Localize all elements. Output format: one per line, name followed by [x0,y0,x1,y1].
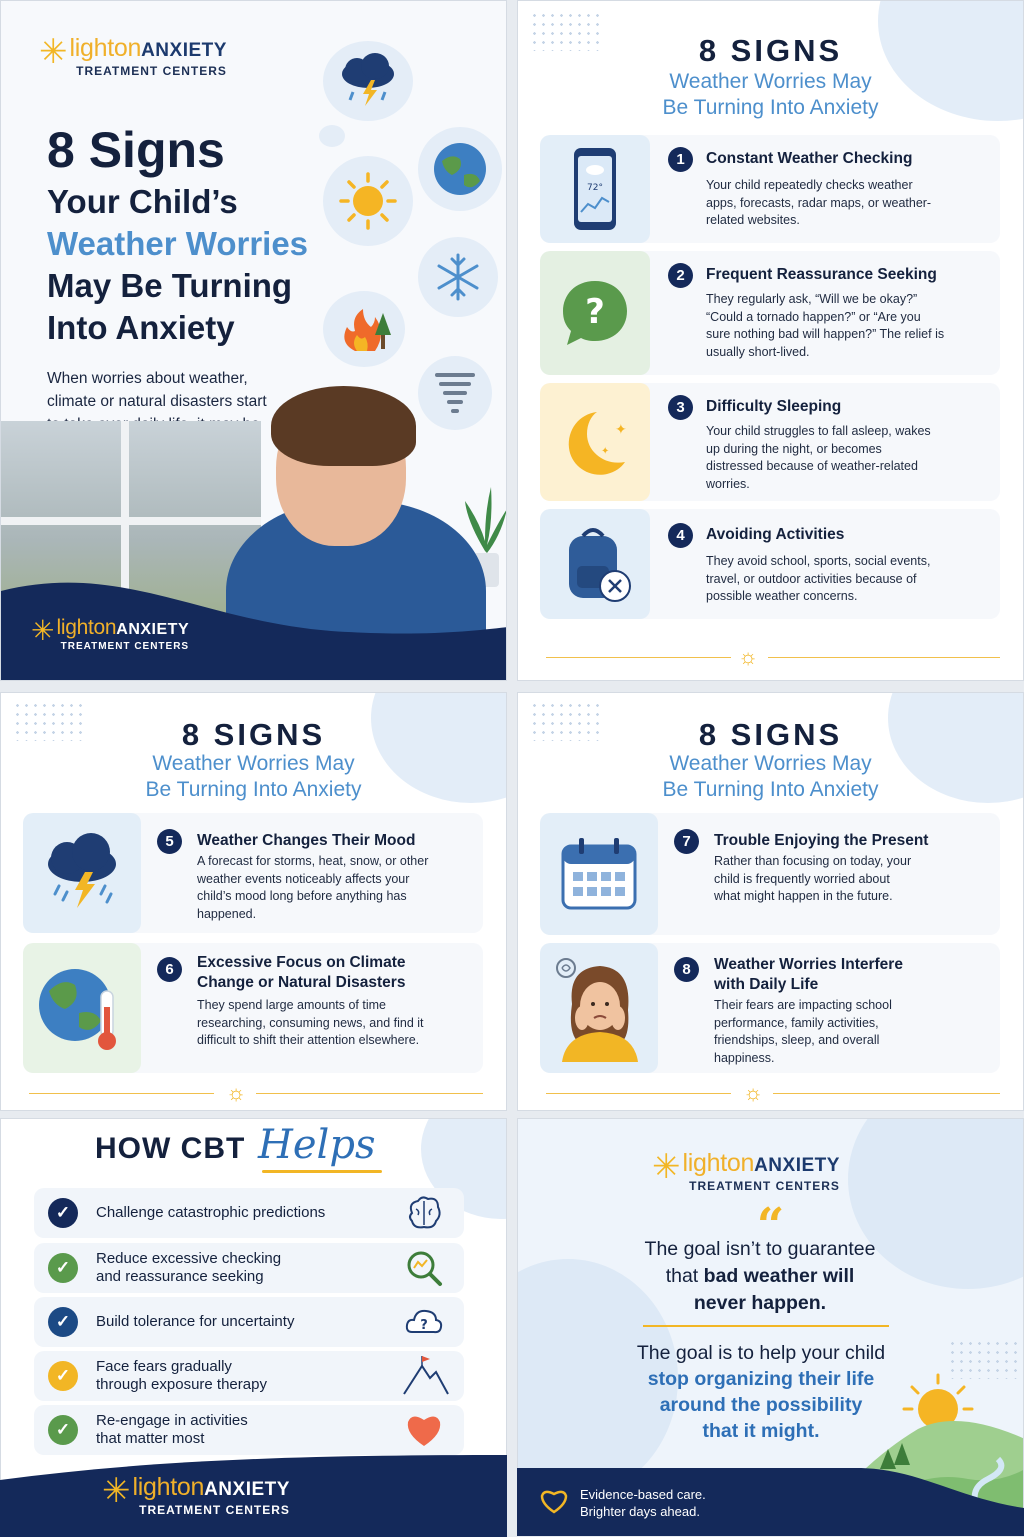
check-icon: ✓ [48,1361,78,1391]
signs-panel-1 [517,0,1024,681]
signs-subheading-line2: Be Turning Into Anxiety [145,778,362,801]
cbt-item-5 [34,1405,464,1455]
cbt-title-script: Helps [258,1122,376,1168]
signs-subheading-line2: Be Turning Into Anxiety [662,778,879,801]
sign-number: 4 [668,523,693,548]
sun-burst-icon: ✳ [39,33,68,71]
sign-title: Difficulty Sleeping [706,398,842,415]
cover-intro: When worries about weather, climate or natural disasters start [47,370,267,410]
cover-title-line2: Your Child’s [47,183,238,220]
cbt-title: HOW CBT [95,1132,246,1165]
sun-burst-icon: ✳ [652,1148,681,1186]
cover-title-line3: Weather Worries [47,225,309,262]
sign-desc: A forecast for storms, heat, snow, or other weather events noticeably affects your child’s mood long before anything has happened. [197,854,429,921]
sun-divider-icon: ☼ [738,644,759,669]
worried-girl-icon [552,954,646,1062]
sign-title-line1: Weather Worries Interfere [714,956,903,973]
heart-icon [404,1410,444,1450]
sign-desc: They regularly ask, “Will we be okay?” “Could a tornado happen?” or “Are you sure nothing bad will happen?” The relief is usually short-lived. [706,292,945,359]
tagline: Evidence-based care. Brighter days ahead. [580,1487,706,1519]
storm-cloud-icon [333,50,403,112]
brand-logo-footer: ✳ lightonANXIETY TREATMENT CENTERS [102,1472,290,1517]
cbt-item-label-line2: and reassurance seeking [96,1268,264,1285]
sign-desc: Their fears are impacting school performance, family activities, friendships, sleep, and overall happiness. [714,998,892,1065]
storm-bubble [323,41,413,121]
sign-desc: Your child struggles to fall asleep, wakes up during the night, or becomes distressed because of weather-related worries. [706,424,931,491]
cbt-item-label-line2: through exposure therapy [96,1376,267,1393]
tornado-bubble [418,356,492,430]
sign-number: 2 [668,263,693,288]
heart-outline-icon [540,1488,568,1514]
sign-number: 7 [674,829,699,854]
svg-text:✦: ✦ [615,422,627,438]
sign-title-line2: with Daily Life [714,976,819,993]
sign-title-line1: Excessive Focus on Climate [197,954,406,971]
sign-number: 8 [674,957,699,982]
sign-card-4 [540,509,1000,619]
cbt-item-2 [34,1243,464,1293]
sign-number: 3 [668,395,693,420]
fire-bubble [323,291,405,367]
earth-thermometer-icon [35,961,129,1055]
sign-card-1 [540,135,1000,243]
cover-title-line5: Into Anxiety [47,309,235,346]
boy-hair [271,386,416,466]
sun-divider-icon: ☼ [743,1080,764,1105]
snow-bubble [418,237,498,317]
cbt-item-label-line2: that matter most [96,1430,205,1447]
earth-icon [432,141,488,197]
brain-icon [404,1193,444,1233]
svg-text:?: ? [585,292,605,332]
quote-part1: The goal isn’t to guarantee that bad weather will never happen. [644,1238,876,1314]
cbt-item-3 [34,1297,464,1347]
check-icon: ✓ [48,1253,78,1283]
svg-text:?: ? [420,1318,428,1333]
sign-card-8 [540,943,1000,1073]
cover-title-line1: 8 Signs [47,122,225,178]
sign-number: 6 [157,957,182,982]
snowflake-icon [432,251,484,303]
cbt-item-label-line1: Reduce excessive checking [96,1250,282,1267]
cover-panel [0,0,507,681]
svg-text:72°: 72° [587,183,603,193]
sign-title-line2: Change or Natural Disasters [197,974,406,991]
quote-mark-icon: “ [756,1198,785,1254]
check-icon: ✓ [48,1307,78,1337]
sun-divider-icon: ☼ [226,1080,247,1105]
signs-subheading-line1: Weather Worries May [669,752,872,775]
cbt-item-label-line1: Face fears gradually [96,1358,232,1375]
backpack-icon [555,522,635,606]
sign-card-7 [540,813,1000,935]
cbt-item-label-line1: Re-engage in activities [96,1412,248,1429]
signs-subheading-line1: Weather Worries May [152,752,355,775]
quote-part2-line1: The goal is to help your child [636,1342,886,1364]
check-icon: ✓ [48,1198,78,1228]
magnifier-icon [404,1248,444,1288]
sign-desc: They spend large amounts of time researching, consuming news, and find it difficult to shift their attention elsewhere. [197,998,424,1047]
sun-burst-icon: ✳ [102,1472,131,1510]
sun-bubble [323,156,413,246]
sign-card-6 [23,943,483,1073]
tornado-icon [433,369,477,417]
mountain-flag-icon [402,1356,450,1396]
question-bubble-icon [559,277,631,349]
signs-panel-2 [0,692,507,1111]
cbt-item-label: Build tolerance for uncertainty [96,1313,295,1330]
sign-card-5 [23,813,483,933]
sign-title: Trouble Enjoying the Present [714,832,929,849]
sign-desc: They avoid school, sports, social events, travel, or outdoor activities because of possible weather concerns. [706,554,931,603]
cbt-item-1 [34,1188,464,1238]
signs-subheading-line2: Be Turning Into Anxiety [662,96,879,119]
sign-title: Weather Changes Their Mood [197,832,416,849]
quote-part2-highlight: stop organizing their life around the possibility that it might. [647,1368,875,1442]
signs-subheading-line1: Weather Worries May [669,70,872,93]
sign-card-2 [540,251,1000,375]
calendar-icon [557,832,641,916]
brand-logo-footer: ✳ lightonANXIETY TREATMENT CENTERS [31,615,190,652]
signs-heading: 8 SIGNS [698,717,843,752]
cover-title-line4: May Be Turning [47,267,293,304]
sign-title: Frequent Reassurance Seeking [706,266,937,283]
brand-logo: ✳ lightonANXIETY TREATMENT CENTERS [652,1148,840,1193]
storm-cloud-icon [37,828,127,918]
check-icon: ✓ [48,1415,78,1445]
cbt-item-4 [34,1351,464,1401]
moon-icon [557,404,633,480]
brand-logo: ✳ lightonANXIETY TREATMENT CENTERS [39,33,227,78]
svg-text:✦: ✦ [601,446,610,457]
sign-desc: Rather than focusing on today, your child is frequently worried about what might happen in the future. [714,854,912,903]
cbt-item-label: Challenge catastrophic predictions [96,1204,326,1221]
sign-number: 5 [157,829,182,854]
sign-number: 1 [668,147,693,172]
earth-bubble [418,127,502,211]
sign-title: Avoiding Activities [706,526,845,543]
sun-icon [337,170,399,232]
cloud-question-icon [404,1302,444,1342]
sign-desc: Your child repeatedly checks weather apps, forecasts, radar maps, or weather-related websites. [706,178,932,227]
sign-title: Constant Weather Checking [706,150,913,167]
phone-weather-icon [572,146,618,232]
signs-heading: 8 SIGNS [698,33,843,68]
signs-panel-3 [517,692,1024,1111]
signs-heading: 8 SIGNS [181,717,326,752]
sign-card-3 [540,383,1000,501]
sun-burst-icon: ✳ [31,615,55,646]
wildfire-icon [335,303,393,355]
